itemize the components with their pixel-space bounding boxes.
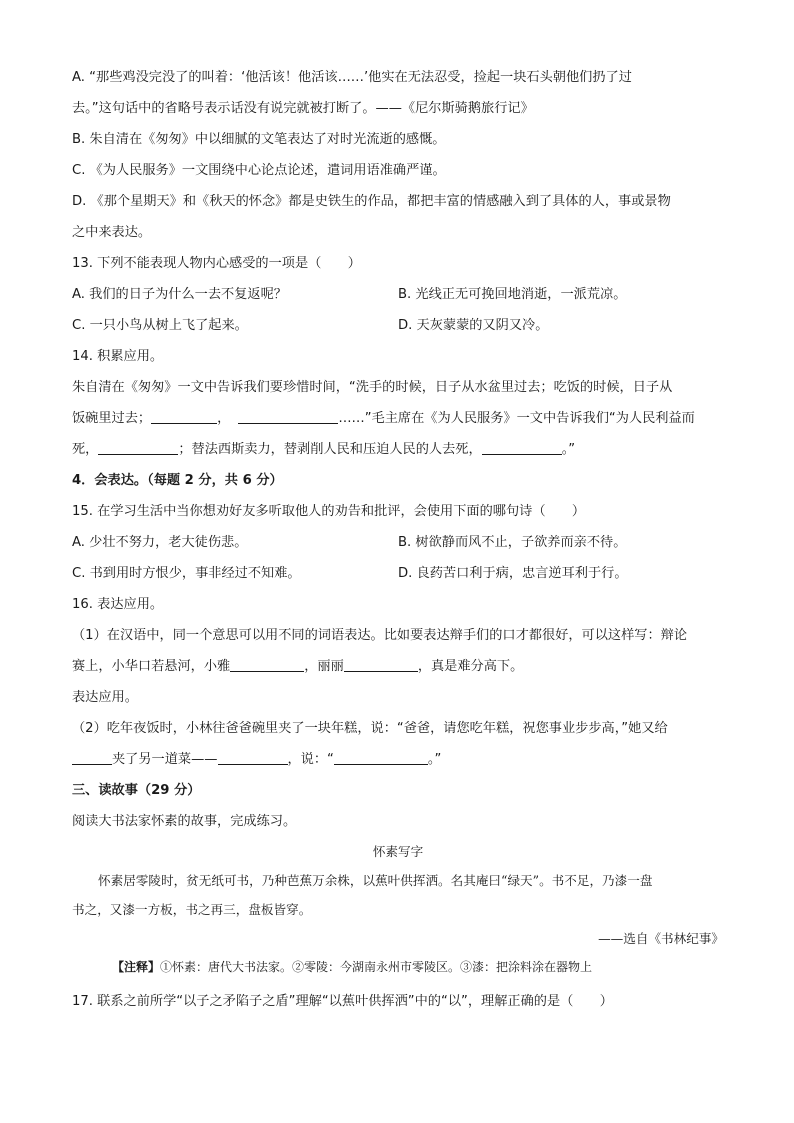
q12-option-c: C. 《为人民服务》一文围绕中心论点论述，遣词用语准确严谨。 xyxy=(72,163,446,178)
answer-blank[interactable] xyxy=(482,440,562,455)
q16-part1-text-c: ，真是难分高下。 xyxy=(417,659,524,674)
q14-line1: 朱自清在《匆匆》一文中告诉我们要珍惜时间，“洗手的时候，日子从水盆里过去；吃饭的时候，日子从 xyxy=(72,380,673,395)
q14-line3-text-c: 。” xyxy=(561,442,576,457)
answer-blank[interactable] xyxy=(344,657,418,672)
q14-line3-text-b: ；替法西斯卖力，替剥削人民和压迫人民的人去死， xyxy=(178,442,482,457)
q16-part1-text-a: 赛上，小华口若悬河，小雅 xyxy=(72,659,231,674)
q16-part1-text-b: ，丽丽 xyxy=(304,659,344,674)
answer-blank[interactable] xyxy=(218,750,288,765)
q13-option-a: A. 我们的日子为什么一去不复返呢？ xyxy=(72,287,287,302)
q14-line3 xyxy=(72,434,724,465)
q13-option-d: D. 天灰蒙蒙的又阴又冷。 xyxy=(398,318,549,333)
q16-part2-text-b: ，说：“ xyxy=(287,752,334,767)
q16-part2-line1: （2）吃年夜饭时，小林往爸爸碗里夹了一块年糕，说：“爸爸，请您吃年糕，祝您事业步步高，”她又给 xyxy=(72,721,668,736)
passage-line1: 怀素居零陵时，贫无纸可书，乃种芭蕉万余株，以蕉叶供挥洒。名其庵曰“绿天”。书不足，乃漆一盘 xyxy=(98,873,653,888)
note-tag: 【注释】 xyxy=(112,960,161,974)
q16-part2-text-c: 。” xyxy=(427,752,442,767)
section3-intro: 阅读大书法家怀素的故事，完成练习。 xyxy=(72,814,297,829)
q15-option-b: B. 树欲静而风不止，子欲养而亲不待。 xyxy=(398,535,627,550)
answer-blank[interactable] xyxy=(151,409,217,424)
q16-part2-line2 xyxy=(72,744,724,775)
q15-options-row2 xyxy=(72,558,724,589)
q14-line2 xyxy=(72,403,724,434)
q15-option-c: C. 书到用时方恨少，事非经过不知难。 xyxy=(72,566,301,581)
q13-options-row2 xyxy=(72,310,724,341)
note-text: ①怀素：唐代大书法家。②零陵：今湖南永州市零陵区。③漆：把涂料涂在器物上 xyxy=(160,960,593,974)
passage-source: ——选自《书林纪事》 xyxy=(598,931,724,946)
q14-line3-text-a: 死， xyxy=(72,442,99,457)
q14-line2-text-c: ……”毛主席在《为人民服务》一文中告诉我们“为人民利益而 xyxy=(338,411,695,426)
q16-part2-text-a: 夹了另一道菜—— xyxy=(112,752,218,767)
exam-page xyxy=(72,62,724,1017)
q13-option-b: B. 光线正无可挽回地消逝，一派荒凉。 xyxy=(398,287,627,302)
answer-blank[interactable] xyxy=(334,750,428,765)
q15-option-d: D. 良药苦口利于病，忠言逆耳利于行。 xyxy=(398,566,628,581)
q12-option-a-line2: 去。”这句话中的省略号表示话没有说完就被打断了。——《尼尔斯骑鹅旅行记》 xyxy=(72,101,534,116)
q14-line2-text-b: ， xyxy=(217,411,231,426)
q14-stem: 14. 积累应用。 xyxy=(72,349,164,364)
q17-stem: 17. 联系之前所学“以子之矛陷子之盾”理解“以蕉叶供挥洒”中的“以”，理解正确的是（ ） xyxy=(72,994,613,1009)
section4-heading: 4．会表达。（每题 2 分，共 6 分） xyxy=(72,473,283,488)
q12-option-b: B. 朱自清在《匆匆》中以细腻的文笔表达了对时光流逝的感慨。 xyxy=(72,132,446,147)
answer-blank[interactable] xyxy=(72,750,112,765)
q12-option-a-line1: A. “那些鸡没完没了的叫着：‘他活该！他活该……’他实在无法忍受，捡起一块石头朝他们扔了过 xyxy=(72,70,632,85)
answer-blank[interactable] xyxy=(230,657,304,672)
q16-repeat-label: 表达应用。 xyxy=(72,690,138,705)
passage-line2: 书之，又漆一方板，书之再三，盘板皆穿。 xyxy=(72,902,312,917)
q12-option-d-line1: D. 《那个星期天》和《秋天的怀念》都是史铁生的作品，都把丰富的情感融入到了具体的人，事或景物 xyxy=(72,194,671,209)
q13-stem: 13. 下列不能表现人物内心感受的一项是（ ） xyxy=(72,256,361,271)
q16-part1-line2 xyxy=(72,651,724,682)
q15-option-a: A. 少壮不努力，老大徒伤悲。 xyxy=(72,535,248,550)
q14-line2-text-a: 饭碗里过去； xyxy=(72,411,152,426)
passage-note xyxy=(72,953,724,982)
passage-title: 怀素写字 xyxy=(372,844,424,859)
q16-part1-line1: （1）在汉语中，同一个意思可以用不同的词语表达。比如要表达辩手们的口才都很好，可以这样写：辩论 xyxy=(72,628,688,643)
q16-stem: 16. 表达应用。 xyxy=(72,597,164,612)
q15-stem: 15. 在学习生活中当你想劝好友多听取他人的劝告和批评，会使用下面的哪句诗（ ） xyxy=(72,504,586,519)
answer-blank[interactable] xyxy=(98,440,178,455)
q15-options-row1 xyxy=(72,527,724,558)
q12-option-d-line2: 之中来表达。 xyxy=(72,225,152,240)
section3-heading: 三、读故事（29 分） xyxy=(72,783,201,798)
q13-option-c: C. 一只小鸟从树上飞了起来。 xyxy=(72,318,248,333)
q13-options-row1 xyxy=(72,279,724,310)
answer-blank[interactable] xyxy=(238,409,338,424)
